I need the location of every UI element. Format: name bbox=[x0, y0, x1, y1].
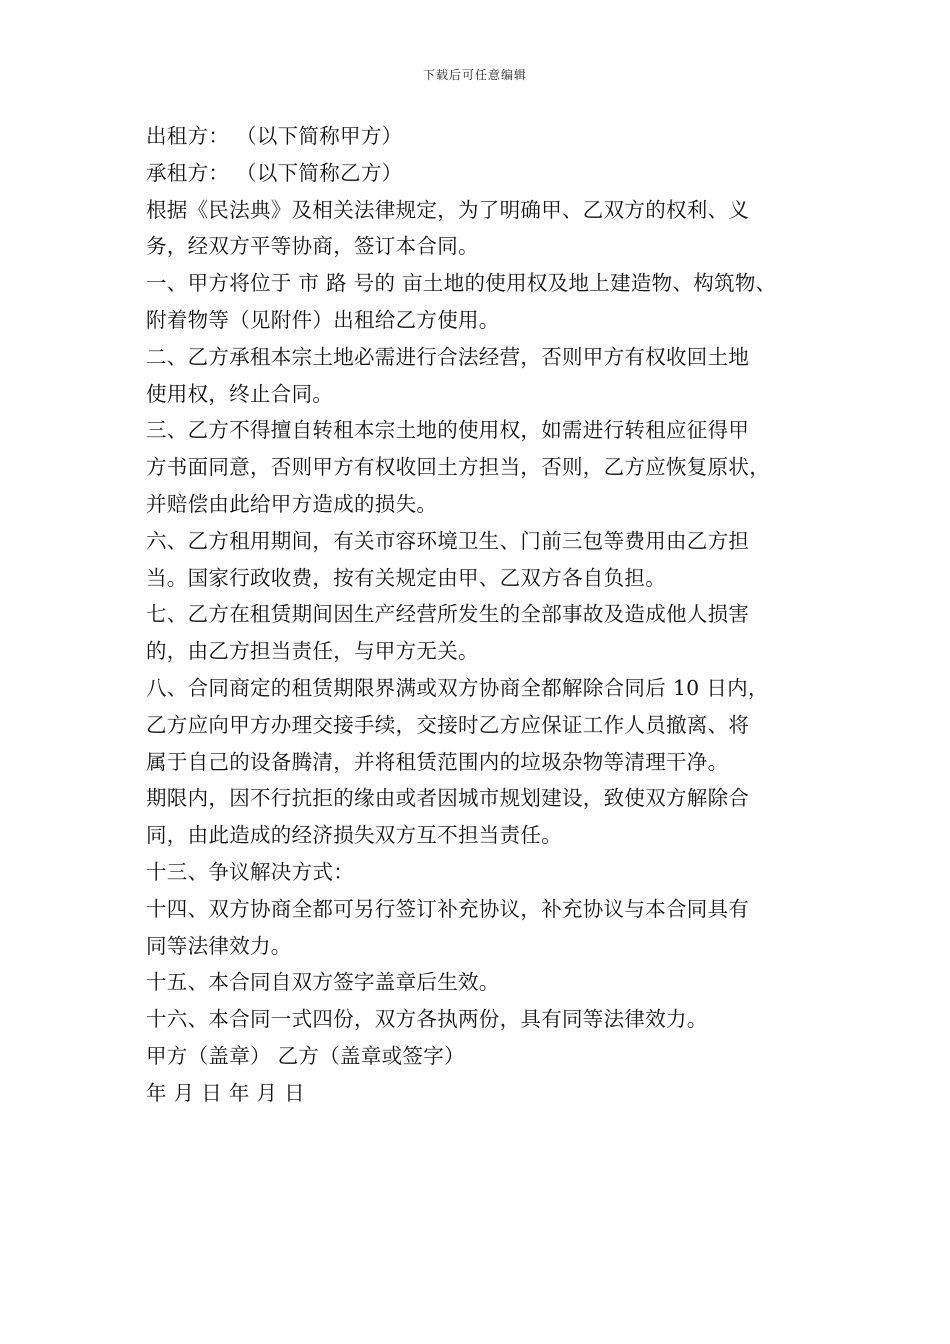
contract-line: 乙方应向甲方办理交接手续，交接时乙方应保证工作人员撤离、将 bbox=[146, 712, 750, 737]
contract-line: 三、乙方不得擅自转租本宗土地的使用权，如需进行转租应征得甲 bbox=[146, 418, 750, 443]
contract-line: 十四、双方协商全都可另行签订补充协议，补充协议与本合同具有 bbox=[146, 896, 750, 921]
contract-line: 属于自己的设备腾清，并将租赁范围内的垃圾杂物等清理干净。 bbox=[146, 749, 729, 774]
contract-line: 当。国家行政收费，按有关规定由甲、乙双方各自负担。 bbox=[146, 565, 666, 590]
date-line: 年 月 日 年 月 日 bbox=[146, 1080, 305, 1105]
contract-line: 一、甲方将位于 市 路 号的 亩土地的使用权及地上建造物、构筑物、 bbox=[146, 271, 777, 296]
contract-line: 二、乙方承租本宗土地必需进行合法经营，否则甲方有权收回土地 bbox=[146, 344, 750, 369]
contract-line: 十六、本合同一式四份，双方各执两份，具有同等法律效力。 bbox=[146, 1007, 708, 1032]
contract-line: 出租方： （以下简称甲方） bbox=[146, 124, 403, 148]
contract-line: 根据《民法典》及相关法律规定，为了明确甲、乙双方的权利、义 bbox=[146, 197, 750, 222]
contract-line: 期限内，因不行抗拒的缘由或者因城市规划建设，致使双方解除合 bbox=[146, 786, 750, 811]
signature-line: 甲方（盖章） 乙方（盖章或签字） bbox=[146, 1043, 465, 1068]
contract-line: 的，由乙方担当责任，与甲方无关。 bbox=[146, 639, 479, 664]
contract-line: 使用权，终止合同。 bbox=[146, 381, 334, 406]
contract-line: 七、乙方在租赁期间因生产经营所发生的全部事故及造成他人损害 bbox=[146, 602, 750, 627]
contract-line: 并赔偿由此给甲方造成的损失。 bbox=[146, 491, 438, 516]
contract-line: 务，经双方平等协商，签订本合同。 bbox=[146, 234, 479, 259]
contract-line: 同，由此造成的经济损失双方互不担当责任。 bbox=[146, 823, 562, 848]
contract-line: 承租方： （以下简称乙方） bbox=[146, 160, 403, 185]
contract-line: 附着物等（见附件）出租给乙方使用。 bbox=[146, 307, 500, 332]
contract-line: 八、合同商定的租赁期限界满或双方协商全都解除合同后 10 日内， bbox=[146, 675, 769, 700]
page-header-note: 下载后可任意编辑 bbox=[422, 68, 527, 82]
contract-line: 十五、本合同自双方签字盖章后生效。 bbox=[146, 970, 500, 995]
contract-line: 六、乙方租用期间，有关市容环境卫生、门前三包等费用由乙方担 bbox=[146, 528, 750, 553]
contract-line: 十三、争议解决方式： bbox=[146, 859, 354, 884]
contract-line: 方书面同意，否则甲方有权收回土方担当，否则，乙方应恢复原状， bbox=[146, 455, 770, 480]
contract-line: 同等法律效力。 bbox=[146, 933, 292, 958]
contract-body bbox=[146, 118, 836, 1112]
